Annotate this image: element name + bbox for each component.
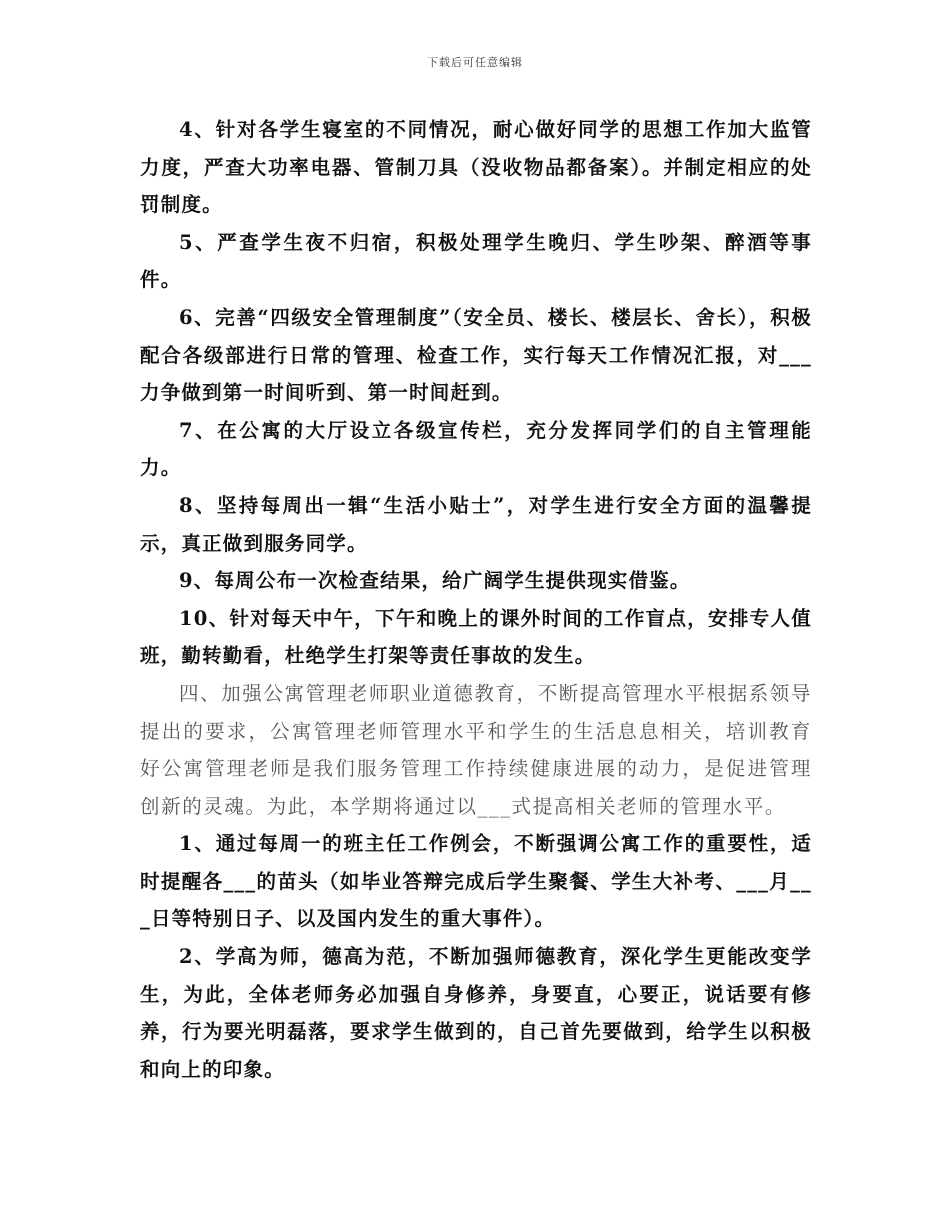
paragraph-item-4: 4、针对各学生寝室的不同情况，耐心做好同学的思想工作加大监管力度，严查大功率电器、管制刀具（没收物品都备案）。并制定相应的处罚制度。 bbox=[140, 118, 812, 217]
paragraph-item-5: 5、严查学生夜不归宿，积极处理学生晚归、学生吵架、醉酒等事件。 bbox=[140, 230, 812, 292]
paragraph-item-7: 7、在公寓的大厅设立各级宣传栏，充分发挥同学们的自主管理能力。 bbox=[140, 418, 812, 480]
paragraph-subitem-1: 1、通过每周一的班主任工作例会，不断强调公寓工作的重要性，适时提醒各___的苗头（如毕业答辩完成后学生聚餐、学生大补考、___月___日等特别日子、以及国内发生的重大事件）。 bbox=[140, 832, 812, 931]
paragraph-item-6: 6、完善“四级安全管理制度”（安全员、楼长、楼层长、舍长），积极配合各级部进行日常的管理、检查工作，实行每天工作情况汇报，对___力争做到第一时间听到、第一时间赶到。 bbox=[140, 305, 812, 405]
paragraph-item-8: 8、坚持每周出一辑“生活小贴士”，对学生进行安全方面的温馨提示，真正做到服务同学。 bbox=[140, 493, 812, 555]
paragraph-subitem-2: 2、学高为师，德高为范，不断加强师德教育，深化学生更能改变学生，为此，全体老师务必加强自身修养，身要直，心要正，说话要有修养，行为要光明磊落，要求学生做到的，自己首先要做到，给学生以积极和向上的印象。 bbox=[140, 945, 812, 1081]
page-header-note: 下载后可任意编辑 bbox=[427, 56, 523, 69]
paragraph-item-9: 9、每周公布一次检查结果，给广阔学生提供现实借鉴。 bbox=[179, 569, 691, 593]
document-body bbox=[140, 111, 812, 1088]
section-heading-paragraph: 四、加强公寓管理老师职业道德教育，不断提高管理水平根据系领导提出的要求，公寓管理老师管理水平和学生的生活息息相关，培训教育好公寓管理老师是我们服务管理工作持续健康进展的动力，是促进管理创新的灵魂。为此，本学期将通过以___式提高相关老师的管理水平。 bbox=[140, 681, 813, 818]
paragraph-item-10: 10、针对每天中午，下午和晚上的课外时间的工作盲点，安排专人值班，勤转勤看，杜绝学生打架等责任事故的发生。 bbox=[140, 606, 812, 668]
